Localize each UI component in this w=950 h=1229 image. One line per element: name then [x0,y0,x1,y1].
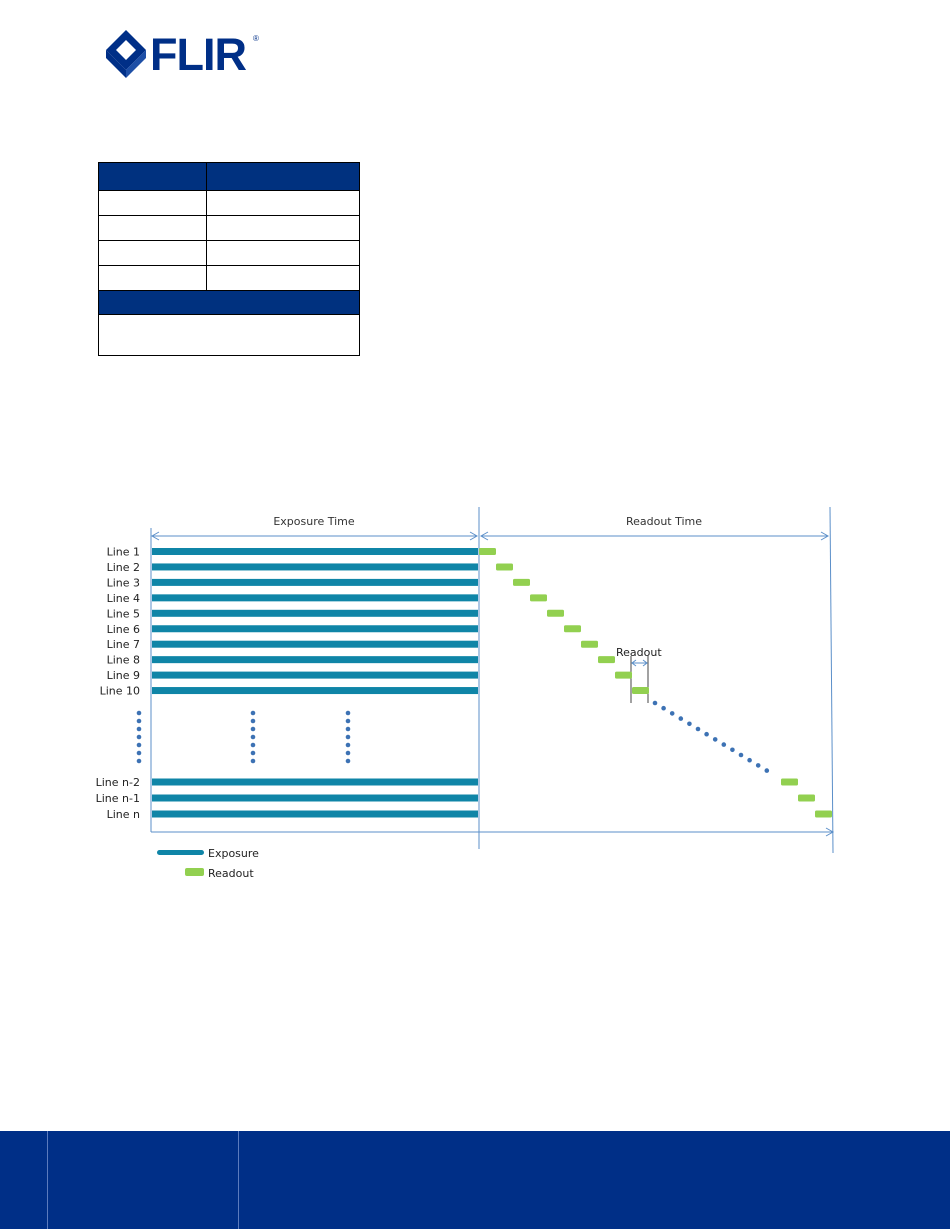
line-label: Line 6 [106,622,140,636]
registered-mark: ® [253,34,259,43]
readout-end-line [830,507,833,853]
line-label: Line 4 [106,591,140,605]
line-label: Line 5 [106,607,140,621]
table-section-band [99,291,360,315]
continuation-dot [653,701,658,706]
logo-wordmark: FLIR [150,29,246,80]
readout-block [598,656,615,663]
continuation-dot [661,706,666,711]
line-label: Line 3 [106,576,140,590]
readout-block [815,811,832,818]
exposure-bar [152,625,478,632]
continuation-dot [137,711,142,716]
line-label: Line 9 [106,669,140,683]
readout-block [479,548,496,555]
exposure-bar [152,687,478,694]
readout-block [513,579,530,586]
continuation-dot [739,753,744,758]
table-header-row [99,163,360,191]
exposure-bar [152,779,478,786]
line-label: Line n-2 [95,776,140,789]
readout-block [547,610,564,617]
exposure-bar [152,656,478,663]
legend-readout-swatch [185,868,204,876]
continuation-dot [765,768,770,773]
exposure-bar [152,641,478,648]
exposure-bar [152,563,478,570]
legend-exposure-label: Exposure [208,847,259,860]
continuation-dot [346,759,351,764]
table-row [99,266,360,291]
continuation-dot [251,759,256,764]
readout-block [632,687,649,694]
continuation-dot [730,748,735,753]
continuation-dot [346,719,351,724]
readout-interval-label: Readout [616,646,662,659]
line-label: Line n [106,808,140,821]
footer-band [0,1131,950,1229]
readout-block [615,672,632,679]
continuation-dot [251,743,256,748]
readout-block [496,563,513,570]
continuation-dot [137,719,142,724]
readout-block [530,594,547,601]
line-label: Line 8 [106,653,140,667]
exposure-bar [152,594,478,601]
continuation-dot [346,743,351,748]
exposure-bar [152,610,478,617]
table-row [99,216,360,241]
continuation-dot [137,727,142,732]
line-label: Line 1 [106,545,140,559]
continuation-dot [137,751,142,756]
continuation-dot [346,711,351,716]
continuation-dot [756,763,761,768]
continuation-dot [137,743,142,748]
continuation-dot [251,719,256,724]
continuation-dot [251,735,256,740]
continuation-dot [679,716,684,721]
continuation-dot [346,751,351,756]
line-label: Line 10 [99,684,140,698]
spec-table [98,162,360,356]
continuation-dot [747,758,752,763]
continuation-dot [704,732,709,737]
table-note-row [99,315,360,356]
readout-block [564,625,581,632]
continuation-dot [696,727,701,732]
footer-divider [47,1131,48,1229]
continuation-dot [251,751,256,756]
exposure-time-label: Exposure Time [273,515,355,528]
exposure-bar [152,672,478,679]
timing-diagram [0,500,950,890]
line-label: Line 2 [106,560,140,574]
readout-block [581,641,598,648]
table-row [99,191,360,216]
continuation-dot [670,711,675,716]
legend-readout-label: Readout [208,867,254,880]
exposure-bar [152,795,478,802]
continuation-dot [722,742,727,747]
continuation-dot [137,735,142,740]
legend-exposure-swatch [157,850,204,855]
line-label: Line 7 [106,638,140,652]
continuation-dot [251,727,256,732]
exposure-bar [152,548,478,555]
continuation-dot [687,722,692,727]
footer-divider [238,1131,239,1229]
flir-diamond-icon [104,28,148,84]
continuation-dot [251,711,256,716]
continuation-dot [346,727,351,732]
exposure-bar [152,811,478,818]
continuation-dot [137,759,142,764]
readout-time-label: Readout Time [625,515,703,528]
line-label: Line n-1 [95,792,140,805]
exposure-bar [152,579,478,586]
table-row [99,241,360,266]
readout-block [781,779,798,786]
continuation-dot [346,735,351,740]
flir-logo [104,28,264,84]
readout-block [798,795,815,802]
continuation-dot [713,737,718,742]
